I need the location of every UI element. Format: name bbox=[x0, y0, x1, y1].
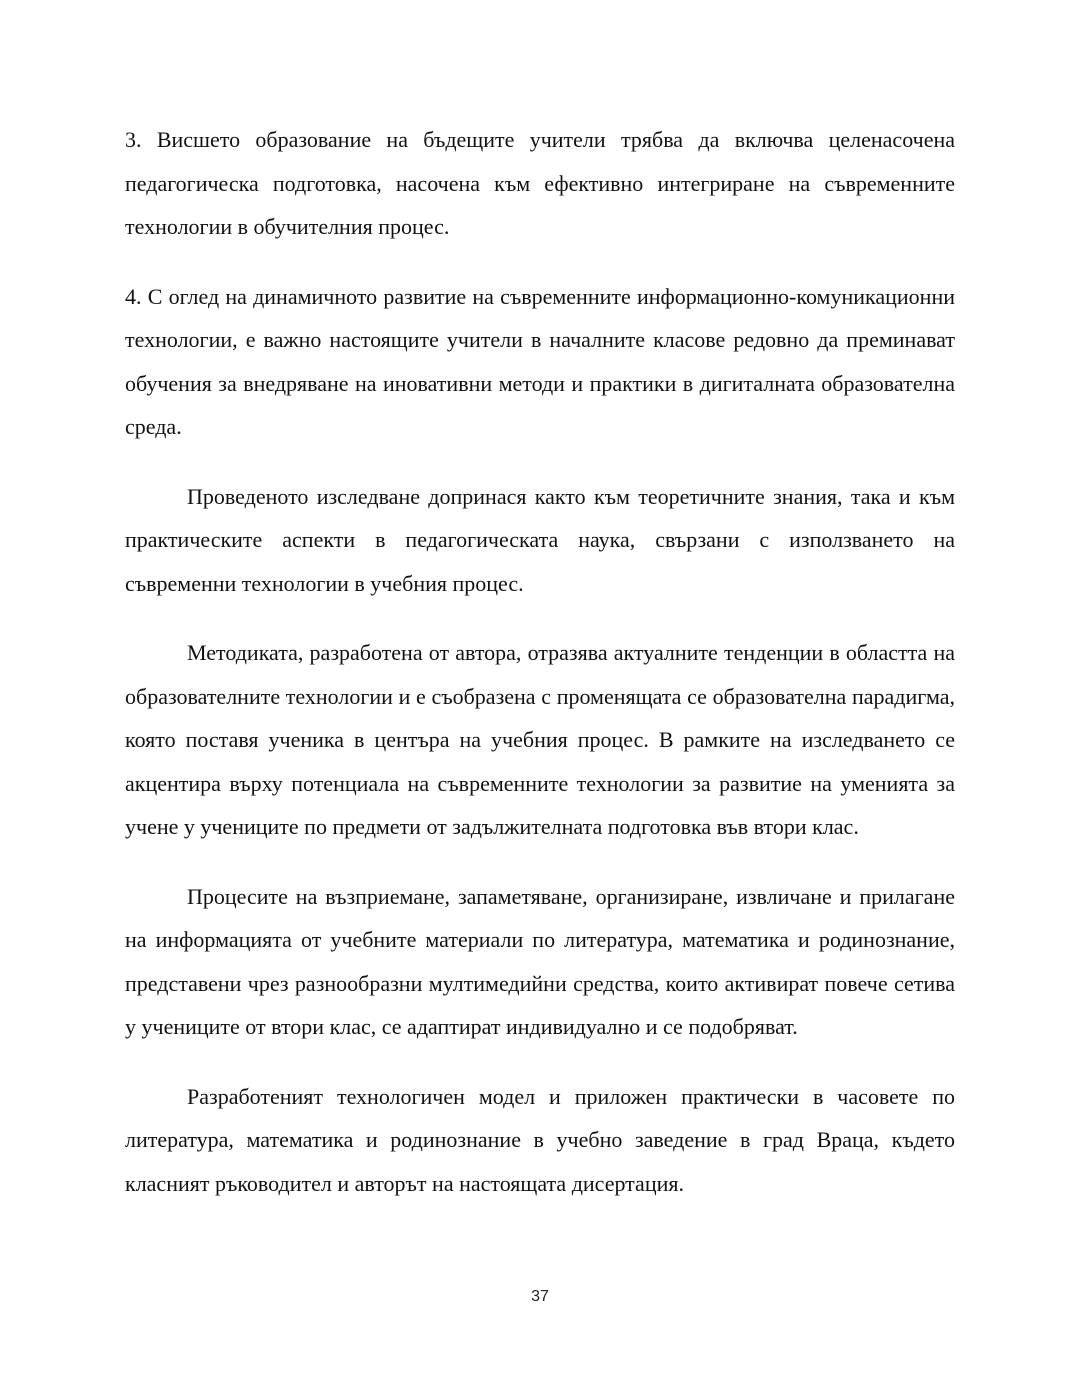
page-number: 37 bbox=[531, 1288, 549, 1305]
paragraph-processes: Процесите на възприемане, запаметяване, организиране, извличане и прилагане на информацията от учебните материали по литература, математика и родинознание, представени чрез разнообразни мултимедийни средства, които активират повече сетива у учениците от втори клас, се адаптират индивидуално и се подобряват. bbox=[125, 883, 955, 1039]
paragraph-conclusion-3: 3. Висшето образование на бъдещите учители трябва да включва целенасочена педагогическа подготовка, насочена към ефективно интегриране на съвременните технологии в обучителния процес. bbox=[125, 127, 955, 239]
paragraph-technological-model: Разработеният технологичен модел и приложен практически в часовете по литература, математика и родинознание в учебно заведение в град Враца, където класният ръководител и авторът на настоящата дисертация. bbox=[125, 1083, 955, 1196]
paragraph-conclusion-4: 4. С оглед на динамичното развитие на съвременните информационно-комуникационни технологии, е важно настоящите учители в началните класове редовно да преминават обучения за внедряване на иновативни методи и практики в дигиталната образователна среда. bbox=[125, 283, 955, 439]
document-body bbox=[125, 118, 955, 1231]
paragraph-methodology: Методиката, разработена от автора, отразява актуалните тенденции в областта на образователните технологии и е съобразена с променящата се образователна парадигма, която поставя ученика в центъра на учебния процес. В рамките на изследването се акцентира върху потенциала на съвременните технологии за развитие на уменията за учене у учениците по предмети от задължителната подготовка във втори клас. bbox=[125, 640, 955, 839]
paragraph-research-contribution: Проведеното изследване допринася както към теоретичните знания, така и към практическите аспекти в педагогическата наука, свързани с използването на съвременни технологии в учебния процес. bbox=[125, 483, 955, 596]
